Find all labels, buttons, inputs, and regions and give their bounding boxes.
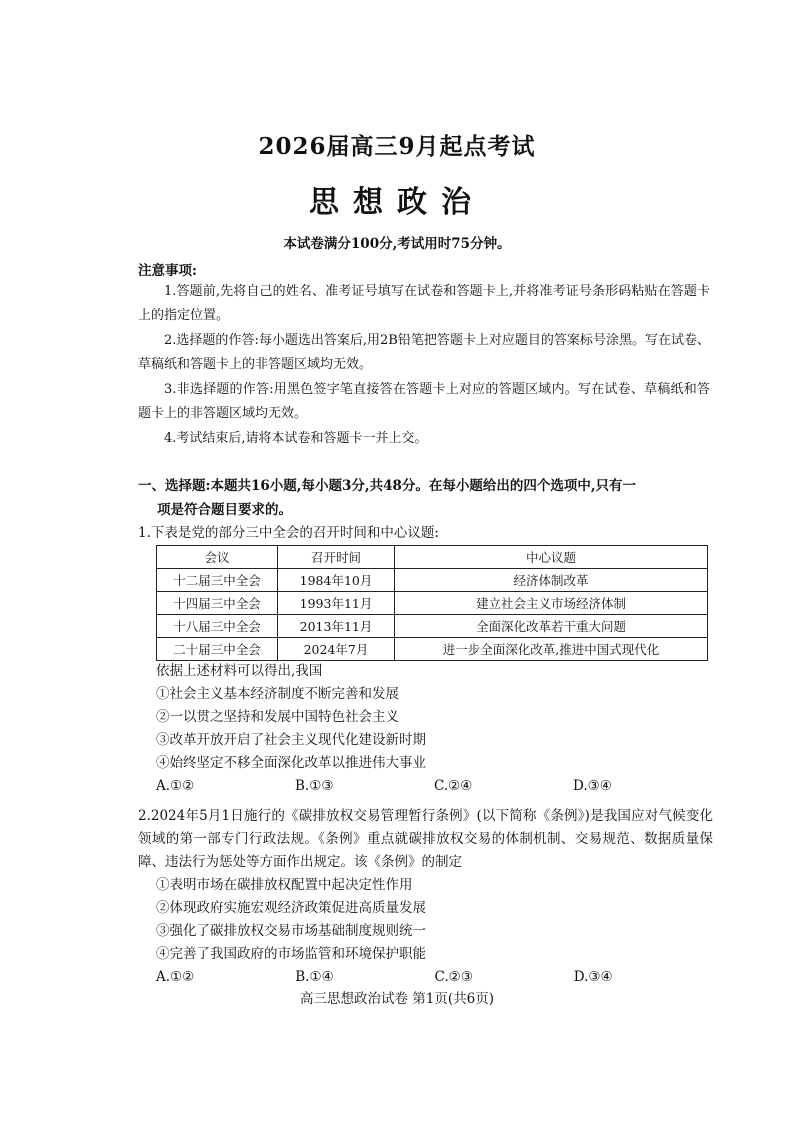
option-a: A.①② xyxy=(156,969,195,985)
option-d: D.③④ xyxy=(573,778,612,794)
section-heading xyxy=(138,474,710,522)
table-cell: 1984年10月 xyxy=(278,569,395,592)
table-cell: 二十届三中全会 xyxy=(157,638,278,661)
table-cell: 十二届三中全会 xyxy=(157,569,278,592)
table-header-cell: 中心议题 xyxy=(395,546,708,569)
table-cell: 建立社会主义市场经济体制 xyxy=(395,592,708,615)
table-row xyxy=(157,615,708,638)
option-b: B.①③ xyxy=(295,778,334,794)
question-2-stem: 2.2024年5月1日施行的《碳排放权交易管理暂行条例》(以下简称《条例》)是我国应对气候变化领域的第一部专门行政法规。《条例》重点就碳排放权交易的体制机制、交易规范、数据质量保障、违法行为惩处等方面作出规定。该《条例》的制定 xyxy=(138,808,713,870)
table-row xyxy=(157,638,708,661)
question-2-choice: ③强化了碳排放权交易市场基础制度规则统一 xyxy=(156,923,426,939)
table-header-row xyxy=(157,546,708,569)
notice-item: 3.非选择题的作答:用黑色签字笔直接答在答题卡上对应的答题区域内。写在试卷、草稿纸和答题卡上的非答题区域均无效。 xyxy=(138,382,710,421)
exam-title: 2026届高三9月起点考试 xyxy=(258,133,536,160)
question-2 xyxy=(138,805,713,989)
table-cell: 十四届三中全会 xyxy=(157,592,278,615)
plenary-sessions-table xyxy=(156,545,708,661)
question-1-choice: ④始终坚定不移全面深化改革以推进伟大事业 xyxy=(156,755,426,771)
table-cell: 2024年7月 xyxy=(278,638,395,661)
question-1-choice: ①社会主义基本经济制度不断完善和发展 xyxy=(156,686,399,702)
option-c: C.②③ xyxy=(434,969,473,985)
table-row xyxy=(157,569,708,592)
question-1-body xyxy=(156,660,712,798)
table-header-cell: 召开时间 xyxy=(278,546,395,569)
notice-heading: 注意事项: xyxy=(138,263,197,279)
section-heading-line2: 项是符合题目要求的。 xyxy=(157,502,292,518)
subject-title: 思想政治 xyxy=(309,185,485,220)
page-footer: 高三思想政治试卷 第1页(共6页) xyxy=(299,991,494,1007)
question-1-lead: 依据上述材料可以得出,我国 xyxy=(156,663,323,679)
question-1-choice: ②一以贯之坚持和发展中国特色社会主义 xyxy=(156,709,399,725)
question-1-options xyxy=(156,775,712,798)
question-2-choice: ①表明市场在碳排放权配置中起决定性作用 xyxy=(156,877,413,893)
question-2-choice: ④完善了我国政府的市场监管和环境保护职能 xyxy=(156,946,426,962)
notice-list xyxy=(138,280,710,452)
option-c: C.②④ xyxy=(434,778,473,794)
table-cell: 2013年11月 xyxy=(278,615,395,638)
option-a: A.①② xyxy=(156,778,195,794)
question-1-stem: 1.下表是党的部分三中全会的召开时间和中心议题: xyxy=(138,525,439,541)
table-row xyxy=(157,592,708,615)
table-cell: 1993年11月 xyxy=(278,592,395,615)
option-d: D.③④ xyxy=(573,969,613,985)
table-cell: 经济体制改革 xyxy=(395,569,708,592)
table-cell: 十八届三中全会 xyxy=(157,615,278,638)
option-b: B.①④ xyxy=(295,969,334,985)
question-2-body xyxy=(138,874,713,989)
section-heading-line1: 一、选择题:本题共16小题,每小题3分,共48分。在每小题给出的四个选项中,只有一 xyxy=(138,478,637,494)
table-header-cell: 会议 xyxy=(157,546,278,569)
question-1-choice: ③改革开放开启了社会主义现代化建设新时期 xyxy=(156,732,426,748)
question-2-choice: ②体现政府实施宏观经济政策促进高质量发展 xyxy=(156,900,426,916)
notice-item: 2.选择题的作答:每小题选出答案后,用2B铅笔把答题卡上对应题目的答案标号涂黑。写在试卷、草稿纸和答题卡上的非答题区域均无效。 xyxy=(138,333,710,372)
table-cell: 全面深化改革若干重大问题 xyxy=(395,615,708,638)
notice-item: 4.考试结束后,请将本试卷和答题卡一并上交。 xyxy=(164,431,428,446)
notice-item: 1.答题前,先将自己的姓名、准考证号填写在试卷和答题卡上,并将准考证号条形码粘贴在答题卡上的指定位置。 xyxy=(138,284,710,323)
question-2-options xyxy=(156,966,713,989)
exam-info: 本试卷满分100分,考试用时75分钟。 xyxy=(283,236,511,252)
table-cell: 进一步全面深化改革,推进中国式现代化 xyxy=(395,638,708,661)
